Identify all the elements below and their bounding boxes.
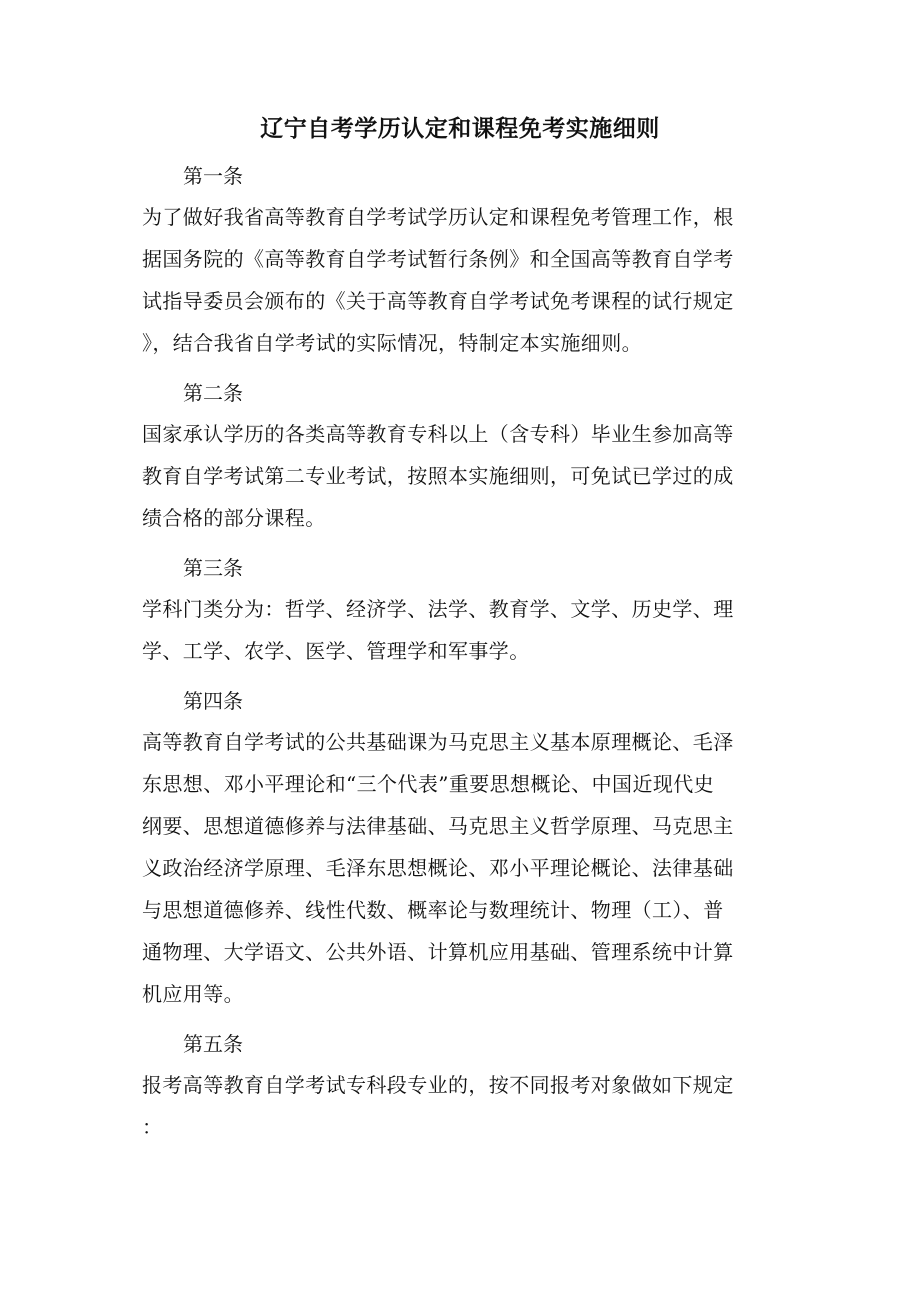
article-text [142, 721, 770, 1015]
text-line: 教育自学考试第二专业考试，按照本实施细则，可免试已学过的成 [142, 464, 734, 488]
text-line: 高等教育自学考试的公共基础课为马克思主义基本原理概论、毛泽 [142, 730, 734, 754]
text-line: 与思想道德修养、线性代数、概率论与数理统计、物理（工）、普 [142, 898, 724, 922]
text-line: 纲要、思想道德修养与法律基础、马克思主义哲学原理、马克思主 [142, 814, 734, 838]
document-body [142, 157, 770, 1148]
article-heading: 第五条 [183, 1032, 243, 1056]
article-text [142, 588, 770, 672]
text-line: 学科门类分为：哲学、经济学、法学、教育学、文学、历史学、理 [142, 597, 734, 621]
article-text [142, 413, 770, 539]
article-text [142, 196, 770, 364]
text-line: 为了做好我省高等教育自学考试学历认定和课程免考管理工作，根 [142, 205, 734, 229]
article-heading: 第二条 [183, 381, 243, 405]
text-line: 学、工学、农学、医学、管理学和军事学。 [142, 639, 530, 663]
text-line: 试指导委员会颁布的《关于高等教育自学考试免考课程的试行规定 [142, 289, 734, 313]
text-line: 》，结合我省自学考试的实际情况，特制定本实施细则。 [142, 331, 642, 355]
article-heading: 第四条 [183, 689, 243, 713]
text-line: 据国务院的《高等教育自学考试暂行条例》和全国高等教育自学考 [142, 247, 734, 271]
article-text [142, 1064, 770, 1148]
text-line: ： [142, 1115, 163, 1139]
text-line: 机应用等。 [142, 982, 244, 1006]
article-heading: 第一条 [183, 164, 243, 188]
text-line: 国家承认学历的各类高等教育专科以上（含专科）毕业生参加高等 [142, 422, 734, 446]
document-title: 辽宁自考学历认定和课程免考实施细则 [260, 115, 660, 142]
text-line: 通物理、大学语文、公共外语、计算机应用基础、管理系统中计算 [142, 940, 734, 964]
text-line: 报考高等教育自学考试专科段专业的，按不同报考对象做如下规定 [142, 1073, 734, 1097]
text-line: 绩合格的部分课程。 [142, 506, 326, 530]
text-line: 义政治经济学原理、毛泽东思想概论、邓小平理论概论、法律基础 [142, 856, 734, 880]
text-line: 东思想、邓小平理论和“三个代表”重要思想概论、中国近现代史 [142, 772, 715, 796]
article-heading: 第三条 [183, 556, 243, 580]
